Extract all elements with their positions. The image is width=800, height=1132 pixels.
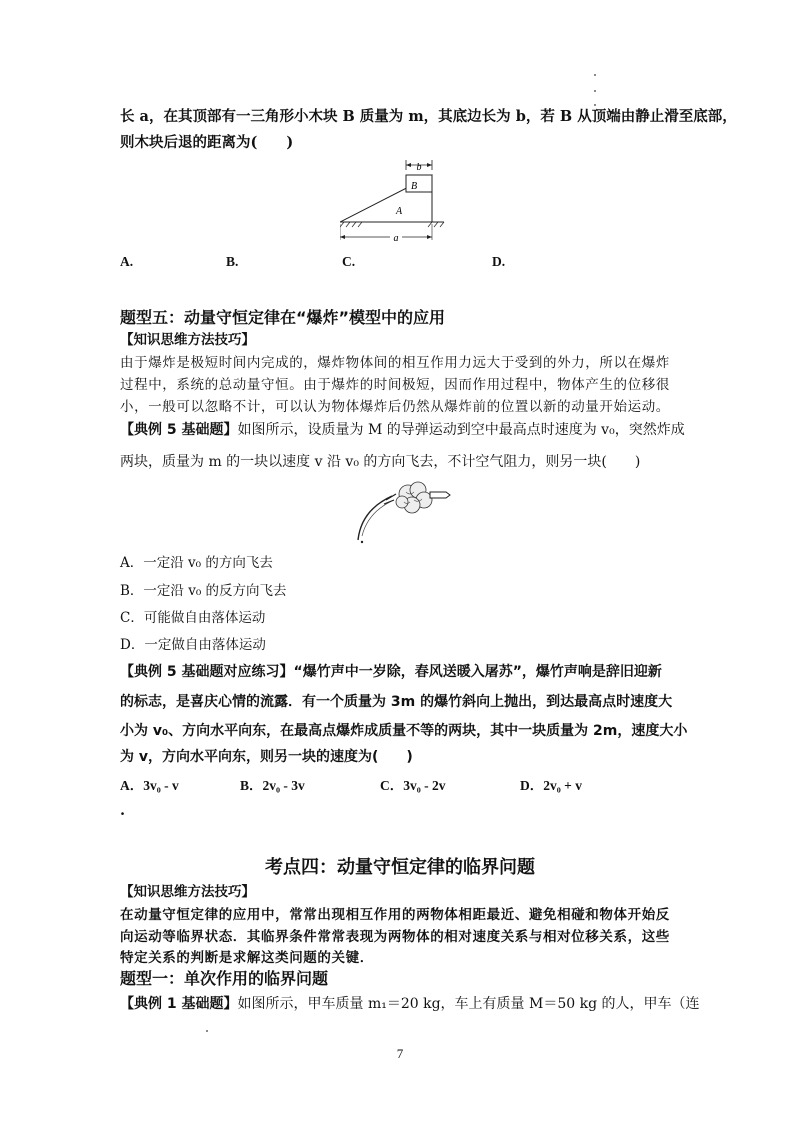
practice-option-a: A．3v₀ - v [120, 778, 179, 793]
question-text-line: 长 a，在其顶部有一三角形小木块 B 质量为 m，其底边长为 b，若 B 从顶端由静止滑至底部， [120, 108, 737, 125]
margin-dot [206, 1030, 208, 1032]
wedge-block-figure [340, 158, 450, 248]
practice-option-d: D．2v₀ + v [520, 778, 582, 793]
option-a: A. [120, 254, 134, 269]
option-line: D．一定做自由落体运动 [120, 637, 266, 653]
example-1-line [120, 994, 700, 1014]
type5-heading: 题型五：动量守恒定律在“爆炸”模型中的应用 [120, 308, 446, 327]
example-1-text: 如图所示，甲车质量 m₁＝20 kg，车上有质量 M＝50 kg 的人，甲车（连 [237, 996, 700, 1012]
example-5-line [120, 420, 685, 440]
label-a: a [393, 233, 399, 244]
stray-mark: . [120, 802, 126, 819]
example-1-tag: 【典例 1 基础题】 [120, 996, 238, 1012]
margin-dot [594, 74, 596, 76]
method-line: 特定关系的判断是求解这类问题的关键． [120, 950, 374, 966]
label-B: B [411, 181, 418, 192]
margin-dot [594, 90, 596, 92]
example-5-text: 如图所示，设质量为 M 的导弹运动到空中最高点时速度为 v₀，突然炸成 [237, 422, 685, 438]
example-5-tag: 【典例 5 基础题】 [120, 422, 238, 438]
method-line: 向运动等临界状态．其临界条件常常表现为两物体的相对速度关系与相对位移关系，这些 [120, 929, 670, 945]
option-line: C．可能做自由落体运动 [120, 610, 266, 626]
option-line: B．一定沿 v₀ 的反方向飞去 [120, 583, 287, 599]
practice-option-b: B．2v₀ - 3v [240, 778, 305, 793]
practice-line: 的标志，是喜庆心情的流露．有一个质量为 3m 的爆竹斜向上抛出，到达最高点时速度大 [120, 694, 673, 710]
option-line: A．一定沿 v₀ 的方向飞去 [120, 555, 273, 571]
practice-line: 【典例 5 基础题对应练习】“爆竹声中一岁除，春风送暖入屠苏”，爆竹声响是辞旧迎新 [120, 664, 662, 680]
explosion-figure [350, 478, 460, 548]
label-b: b [416, 162, 422, 173]
practice-option-c: C．3v₀ - 2v [380, 778, 446, 793]
section-4-title: 考点四：动量守恒定律的临界问题 [265, 857, 535, 878]
method-line: 在动量守恒定律的应用中，常常出现相互作用的两物体相距最近、避免相碰和物体开始反 [120, 907, 670, 923]
page-number: 7 [396, 1046, 404, 1061]
option-b: B. [226, 254, 239, 269]
margin-dot [594, 104, 596, 106]
label-A: A [396, 206, 403, 217]
practice-line: 为 v，方向水平向东，则另一块的速度为( ) [120, 749, 413, 765]
question-text-line: 则木块后退的距离为( ) [120, 134, 294, 151]
method-title: 【知识思维方法技巧】 [120, 332, 255, 348]
type1-heading: 题型一：单次作用的临界问题 [120, 969, 329, 988]
method-line: 由于爆炸是极短时间内完成的，爆炸物体间的相互作用力远大于受到的外力，所以在爆炸 [120, 355, 670, 371]
option-d: D. [492, 254, 506, 269]
option-c: C. [342, 254, 356, 269]
method-line: 小，一般可以忽略不计，可以认为物体爆炸后仍然从爆炸前的位置以新的动量开始运动。 [120, 399, 670, 415]
practice-line: 小为 v₀、方向水平向东，在最高点爆炸成质量不等的两块，其中一块质量为 2m，速度大小 [120, 723, 688, 739]
example-5-line: 两块，质量为 m 的一块以速度 v 沿 v₀ 的方向飞去，不计空气阻力，则另一块( ) [120, 454, 641, 470]
method-line: 过程中，系统的总动量守恒。由于爆炸的时间极短，因而作用过程中，物体产生的位移很 [120, 377, 670, 393]
method-title: 【知识思维方法技巧】 [120, 884, 255, 900]
